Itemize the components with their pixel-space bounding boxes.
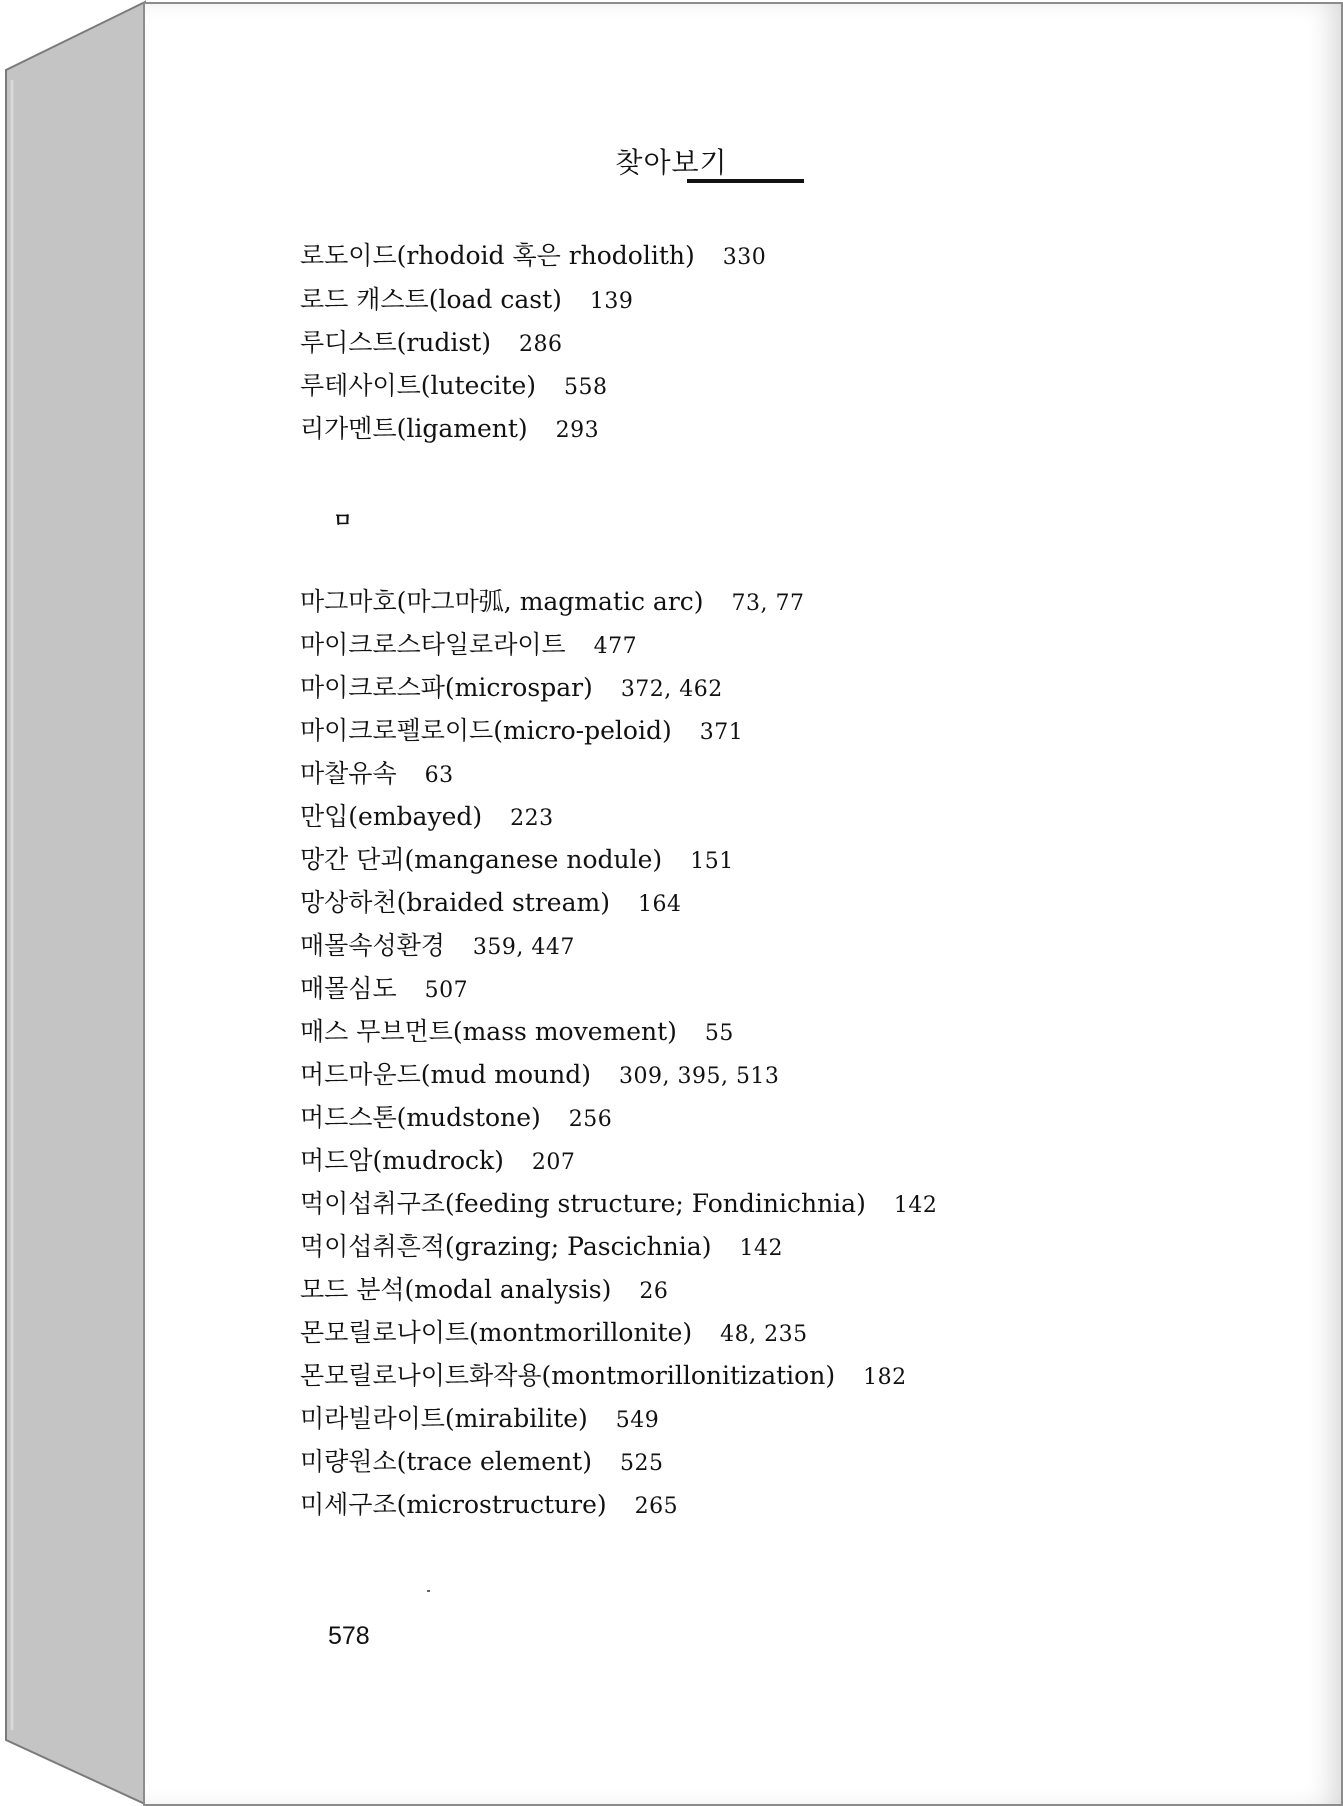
index-pages: 309, 395, 513 <box>618 1064 780 1089</box>
index-entry <box>300 1102 612 1136</box>
index-pages: 330 <box>722 245 767 270</box>
index-entry <box>300 1231 783 1265</box>
index-term: 머드스톤(mudstone) <box>300 1103 541 1132</box>
index-term: 마찰유속 <box>300 759 397 788</box>
index-entry <box>300 930 575 964</box>
index-pages: 182 <box>863 1365 907 1390</box>
index-pages: 142 <box>893 1193 938 1218</box>
index-entry <box>300 672 723 706</box>
index-term: 루테사이트(lutecite) <box>300 371 537 400</box>
index-pages: 359, 447 <box>472 935 575 960</box>
index-entry <box>300 1059 779 1093</box>
index-entry <box>300 327 563 361</box>
index-entry <box>300 887 681 921</box>
index-pages: 142 <box>739 1236 783 1261</box>
index-term: 미세구조(microstructure) <box>300 1490 607 1519</box>
section-heading-letter: ㅁ <box>333 508 353 532</box>
index-pages: 371 <box>699 720 744 745</box>
index-entry <box>300 586 805 620</box>
index-pages: 286 <box>519 332 563 357</box>
index-term: 루디스트(rudist) <box>300 328 492 357</box>
index-pages: 223 <box>510 806 554 831</box>
index-pages: 265 <box>634 1494 679 1519</box>
index-pages: 207 <box>531 1150 576 1175</box>
index-pages: 63 <box>424 763 454 788</box>
index-term: 리가멘트(ligament) <box>300 414 528 443</box>
index-entry <box>300 844 734 878</box>
index-term: 몬모릴로나이트(montmorillonite) <box>300 1318 693 1347</box>
index-pages: 372, 462 <box>620 677 723 702</box>
index-term: 매스 무브먼트(mass movement) <box>300 1017 677 1046</box>
index-term: 로드 캐스트(load cast) <box>300 285 562 314</box>
index-term: 망상하천(braided stream) <box>300 888 610 917</box>
index-term: 머드암(mudrock) <box>300 1146 504 1175</box>
index-term: 매몰속성환경 <box>300 931 445 960</box>
index-pages: 525 <box>620 1451 664 1476</box>
print-speck <box>427 1590 430 1592</box>
index-pages: 151 <box>690 849 734 874</box>
index-term: 먹이섭취구조(feeding structure; Fondinichnia) <box>300 1189 866 1218</box>
index-pages: 549 <box>615 1408 660 1433</box>
book-spine-edge <box>0 0 150 1806</box>
index-pages: 55 <box>704 1021 734 1046</box>
index-entry <box>300 370 608 404</box>
index-entry <box>300 413 599 447</box>
index-term: 머드마운드(mud mound) <box>300 1060 591 1089</box>
index-pages: 256 <box>568 1107 613 1132</box>
index-pages: 558 <box>564 375 608 400</box>
index-entry <box>300 973 468 1007</box>
index-pages: 48, 235 <box>720 1322 808 1347</box>
index-pages: 139 <box>589 289 634 314</box>
index-term: 마그마호(마그마弧, magmatic arc) <box>300 587 704 616</box>
index-term: 미량원소(trace element) <box>300 1447 592 1476</box>
index-term: 먹이섭취흔적(grazing; Pascichnia) <box>300 1232 712 1261</box>
index-pages: 293 <box>555 418 600 443</box>
index-entry <box>300 1317 808 1351</box>
index-entry <box>300 1446 664 1480</box>
index-entry <box>300 1403 659 1437</box>
index-entry <box>300 1360 907 1394</box>
index-term: 마이크로스타일로라이트 <box>300 630 566 659</box>
index-entry <box>300 1145 575 1179</box>
index-entry <box>300 801 554 835</box>
index-entry <box>300 715 743 749</box>
index-term: 마이크로펠로이드(micro-peloid) <box>300 716 672 745</box>
index-entry <box>300 240 766 274</box>
index-term: 로도이드(rhodoid 혹은 rhodolith) <box>300 241 695 270</box>
index-pages: 164 <box>637 892 682 917</box>
page-number: 578 <box>328 1622 370 1650</box>
index-term: 만입(embayed) <box>300 802 483 831</box>
index-entry <box>300 758 454 792</box>
index-term: 몬모릴로나이트화작용(montmorillonitization) <box>300 1361 836 1390</box>
index-entry <box>300 284 633 318</box>
page-title: 찾아보기 <box>615 146 728 179</box>
title-underline <box>687 179 804 183</box>
index-term: 미라빌라이트(mirabilite) <box>300 1404 588 1433</box>
index-term: 마이크로스파(microspar) <box>300 673 593 702</box>
index-entry <box>300 1274 668 1308</box>
index-term: 매몰심도 <box>300 974 397 1003</box>
index-entry <box>300 1016 734 1050</box>
index-entry <box>300 629 637 663</box>
index-pages: 507 <box>424 978 469 1003</box>
index-term: 모드 분석(modal analysis) <box>300 1275 612 1304</box>
index-pages: 477 <box>593 634 638 659</box>
index-entry <box>300 1188 937 1222</box>
index-entry <box>300 1489 678 1523</box>
index-pages: 73, 77 <box>731 591 805 616</box>
index-pages: 26 <box>639 1279 669 1304</box>
index-term: 망간 단괴(manganese nodule) <box>300 845 663 874</box>
